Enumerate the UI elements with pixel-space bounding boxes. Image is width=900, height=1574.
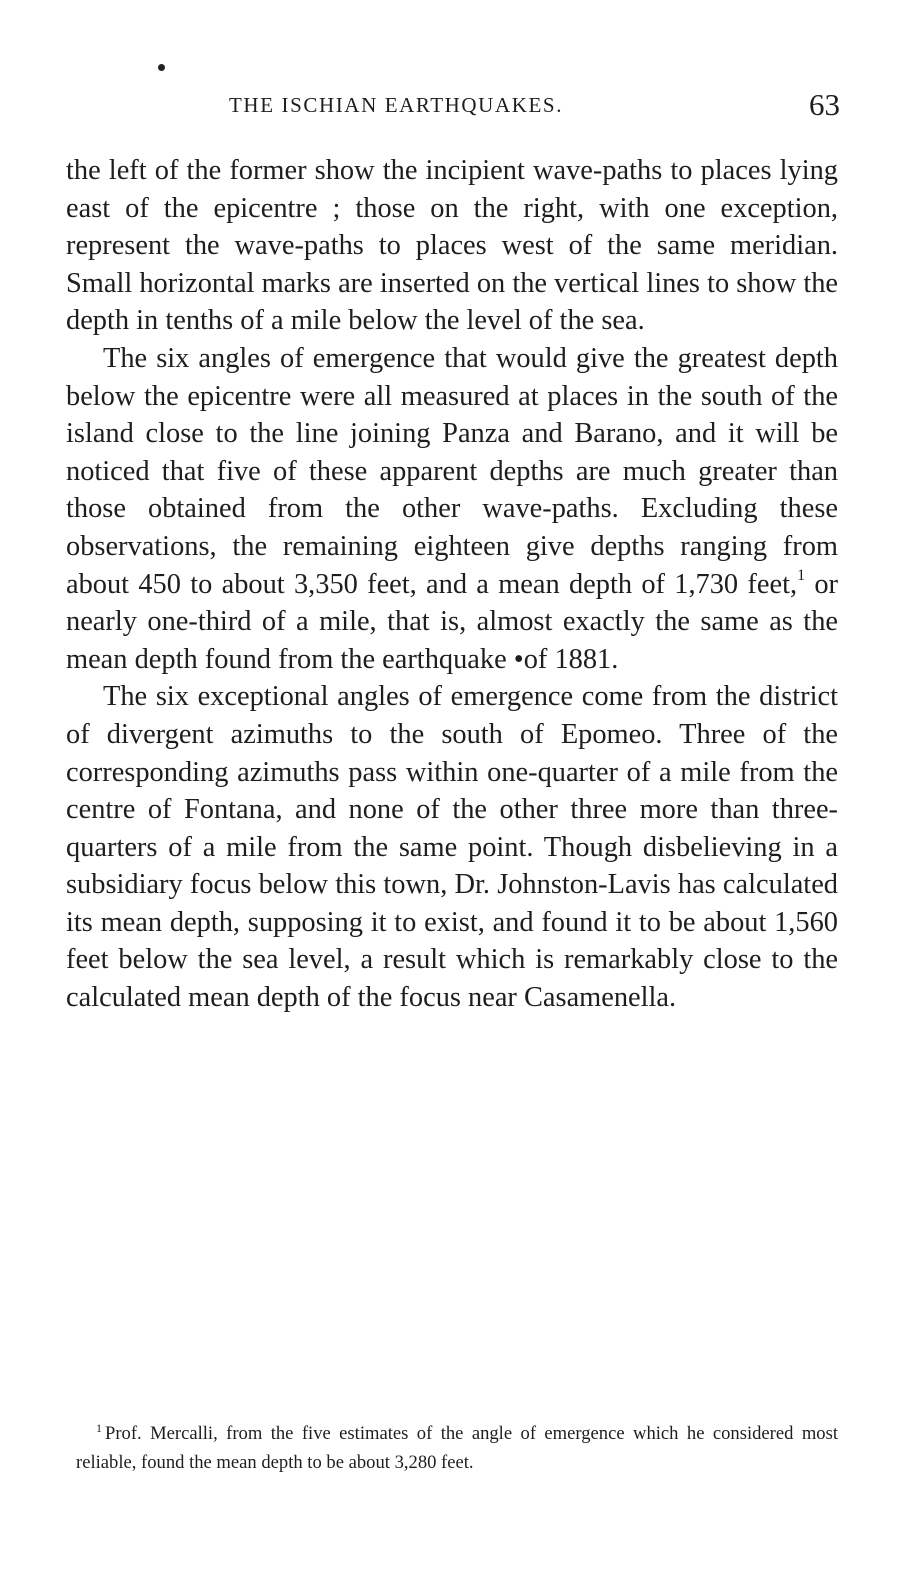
- stray-ink-dot: [158, 64, 165, 71]
- paragraph-emergence-depths: [66, 340, 838, 678]
- footnote: [76, 1420, 838, 1477]
- running-head: THE ISCHIAN EARTHQUAKES.: [229, 93, 564, 117]
- page-number: 63: [809, 87, 840, 122]
- body-text: [66, 152, 838, 1017]
- paragraph-continued: the left of the former show the incipient wave-paths to places lying east of the epicentre ; those on the right, with one exception, represent the wave-paths to places west of the same meridian. Small horizontal marks are inserted on the vertical lines to show the depth in tenths of a mile below the level of the sea.: [66, 155, 838, 337]
- paragraph-exceptional-angles: The six exceptional angles of emergence come from the district of divergent azimuths to the south of Epomeo. Three of the corresponding azimuths pass within one-quarter of a mile from the centre of Fontana, and none of the other three more than three-quarters of a mile from the same point. Though disbelieving in a subsidiary focus below this town, Dr. Johnston-Lavis has calculated its mean depth, supposing it to exist, and found it to be about 1,560 feet below the sea level, a result which is remarkably close to the calculated mean depth of the focus near Casamenella.: [66, 681, 838, 1014]
- footnote-reference[interactable]: 1: [797, 567, 806, 585]
- paragraph-text-after-note: or nearly one-third of a mile, that is, almost exactly the same as the mean depth found from the earthquake •of 1881.: [66, 568, 838, 675]
- page-header: [76, 84, 840, 126]
- footnote-marker: 1: [96, 1421, 102, 1435]
- footnote-text: Prof. Mercalli, from the five estimates of the angle of emergence which he considered most reliable, found the mean depth to be about 3,280 feet.: [76, 1423, 838, 1473]
- paragraph-text-before-note: The six angles of emergence that would give the greatest depth below the epicentre were all measured at places in the south of the island close to the line joining Panza and Barano, and it will be noticed that five of these apparent depths are much greater than those obtained from the other wave-paths. Excluding these observations, the remaining eighteen give depths ranging from about 450 to about 3,350 feet, and a mean depth of 1,730 feet,: [66, 342, 838, 600]
